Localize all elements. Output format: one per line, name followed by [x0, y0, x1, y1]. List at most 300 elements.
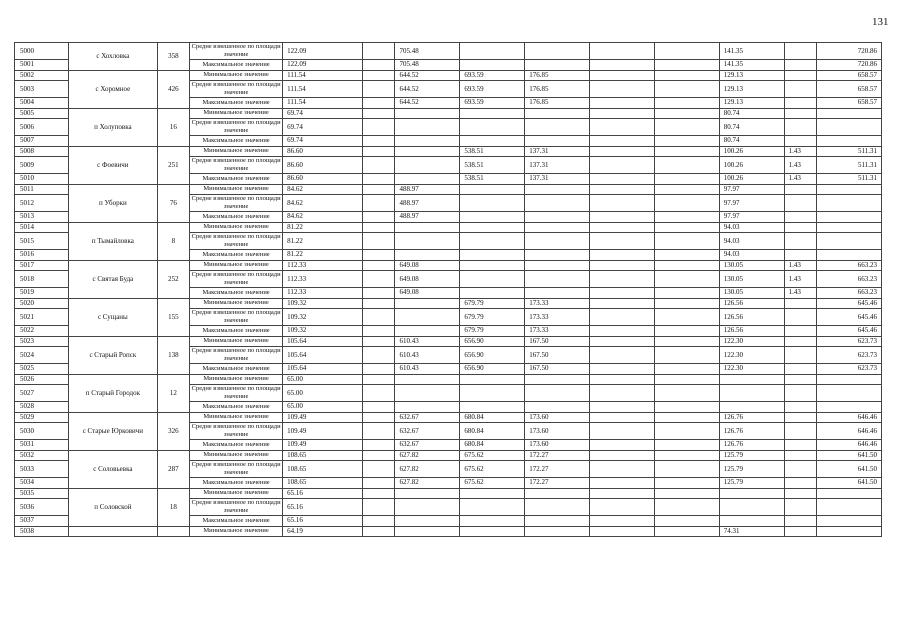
value-cell	[784, 499, 816, 516]
value-cell	[460, 43, 525, 60]
settlement-name: п Соловской	[69, 488, 158, 526]
row-number: 5012	[15, 195, 69, 212]
value-cell	[525, 119, 590, 136]
row-number: 5008	[15, 146, 69, 157]
value-cell	[784, 423, 816, 440]
value-cell	[817, 212, 882, 223]
settlement-name: с Святая Буда	[69, 260, 158, 298]
value-cell: 658.57	[817, 70, 882, 81]
value-cell	[817, 222, 882, 233]
value-cell: 100.26	[719, 157, 784, 174]
value-cell	[784, 478, 816, 489]
value-cell: 122.09	[283, 60, 363, 71]
value-cell	[590, 233, 655, 250]
settlement-name: с Фоевичи	[69, 146, 158, 184]
table-row	[15, 298, 882, 309]
row-number: 5033	[15, 461, 69, 478]
settlement-count: 287	[157, 450, 189, 488]
value-cell	[525, 60, 590, 71]
value-cell	[363, 288, 395, 299]
value-cell	[784, 526, 816, 537]
value-cell	[590, 222, 655, 233]
value-cell	[654, 174, 719, 185]
value-cell	[654, 157, 719, 174]
value-cell	[654, 184, 719, 195]
value-cell	[395, 374, 460, 385]
value-cell: 610.43	[395, 336, 460, 347]
value-cell	[590, 526, 655, 537]
value-cell	[363, 374, 395, 385]
value-type: Минимальное значение	[190, 412, 283, 423]
value-cell: 69.74	[283, 119, 363, 136]
settlement-count: 251	[157, 146, 189, 184]
settlement-name: с Старые Юрковичи	[69, 412, 158, 450]
settlement-name: п Холуповка	[69, 108, 158, 146]
value-cell: 511.31	[817, 157, 882, 174]
value-cell	[590, 271, 655, 288]
value-cell	[817, 385, 882, 402]
value-type: Минимальное значение	[190, 70, 283, 81]
value-cell: 108.65	[283, 478, 363, 489]
value-cell	[395, 174, 460, 185]
value-cell: 627.82	[395, 450, 460, 461]
value-cell: 84.62	[283, 195, 363, 212]
value-cell	[817, 499, 882, 516]
value-cell	[784, 364, 816, 375]
value-cell: 97.97	[719, 195, 784, 212]
value-cell	[363, 81, 395, 98]
value-cell	[654, 81, 719, 98]
value-cell	[654, 288, 719, 299]
value-cell	[363, 260, 395, 271]
value-cell: 488.97	[395, 184, 460, 195]
value-cell: 1.43	[784, 271, 816, 288]
value-cell	[817, 488, 882, 499]
value-cell: 693.59	[460, 98, 525, 109]
value-cell	[460, 260, 525, 271]
value-cell: 641.50	[817, 461, 882, 478]
value-cell: 65.16	[283, 499, 363, 516]
value-cell	[395, 309, 460, 326]
row-number: 5011	[15, 184, 69, 195]
value-cell: 167.50	[525, 364, 590, 375]
value-cell: 125.79	[719, 461, 784, 478]
value-cell: 645.46	[817, 309, 882, 326]
table-row	[15, 43, 882, 60]
value-cell: 649.08	[395, 288, 460, 299]
row-number: 5016	[15, 250, 69, 261]
value-cell: 720.86	[817, 43, 882, 60]
value-cell	[395, 146, 460, 157]
value-cell: 644.52	[395, 81, 460, 98]
value-type: Минимальное значение	[190, 336, 283, 347]
value-cell	[525, 402, 590, 413]
value-cell	[817, 184, 882, 195]
value-cell: 656.90	[460, 364, 525, 375]
value-cell: 173.60	[525, 412, 590, 423]
value-cell: 511.31	[817, 174, 882, 185]
value-cell: 86.60	[283, 174, 363, 185]
value-cell: 112.33	[283, 288, 363, 299]
row-number: 5024	[15, 347, 69, 364]
row-number: 5019	[15, 288, 69, 299]
value-type: Средне взвешенное по площади значение	[190, 271, 283, 288]
value-cell	[460, 195, 525, 212]
value-cell: 680.84	[460, 423, 525, 440]
value-cell: 173.33	[525, 326, 590, 337]
value-cell	[460, 250, 525, 261]
value-cell: 538.51	[460, 174, 525, 185]
row-number: 5032	[15, 450, 69, 461]
value-cell	[784, 326, 816, 337]
value-cell	[590, 250, 655, 261]
value-cell: 130.05	[719, 271, 784, 288]
value-cell: 105.64	[283, 364, 363, 375]
value-type: Средне взвешенное по площади значение	[190, 157, 283, 174]
value-type: Минимальное значение	[190, 260, 283, 271]
value-cell	[654, 423, 719, 440]
value-cell: 649.08	[395, 271, 460, 288]
value-cell	[590, 440, 655, 451]
value-cell	[363, 136, 395, 147]
value-cell	[590, 478, 655, 489]
value-cell: 137.31	[525, 174, 590, 185]
value-cell	[460, 184, 525, 195]
value-cell: 74.31	[719, 526, 784, 537]
value-cell: 65.00	[283, 374, 363, 385]
value-cell	[363, 98, 395, 109]
value-cell	[525, 374, 590, 385]
settlement-count: 76	[157, 184, 189, 222]
value-cell	[363, 146, 395, 157]
value-cell	[460, 271, 525, 288]
value-cell	[590, 119, 655, 136]
value-cell	[654, 488, 719, 499]
table-row	[15, 70, 882, 81]
value-type: Максимальное значение	[190, 250, 283, 261]
value-cell: 167.50	[525, 336, 590, 347]
value-cell	[784, 184, 816, 195]
settlement-count	[157, 526, 189, 537]
row-number: 5030	[15, 423, 69, 440]
value-cell	[719, 516, 784, 527]
value-cell: 81.22	[283, 233, 363, 250]
value-cell: 656.90	[460, 347, 525, 364]
value-cell: 658.57	[817, 81, 882, 98]
value-cell	[363, 326, 395, 337]
value-cell	[784, 347, 816, 364]
value-cell	[590, 499, 655, 516]
value-cell: 126.56	[719, 309, 784, 326]
value-cell: 64.19	[283, 526, 363, 537]
value-cell	[654, 108, 719, 119]
value-cell	[590, 412, 655, 423]
value-cell: 122.30	[719, 364, 784, 375]
value-cell	[525, 108, 590, 119]
value-cell	[654, 478, 719, 489]
value-type: Максимальное значение	[190, 60, 283, 71]
row-number: 5027	[15, 385, 69, 402]
value-cell	[395, 250, 460, 261]
value-cell: 130.05	[719, 260, 784, 271]
value-cell	[525, 195, 590, 212]
value-cell	[363, 212, 395, 223]
row-number: 5036	[15, 499, 69, 516]
value-type: Максимальное значение	[190, 402, 283, 413]
value-cell: 94.03	[719, 250, 784, 261]
value-cell	[784, 212, 816, 223]
value-cell	[590, 402, 655, 413]
value-cell	[590, 81, 655, 98]
value-cell	[590, 70, 655, 81]
value-cell: 129.13	[719, 98, 784, 109]
row-number: 5014	[15, 222, 69, 233]
value-cell	[460, 288, 525, 299]
value-cell: 173.60	[525, 423, 590, 440]
value-cell	[363, 60, 395, 71]
value-cell	[363, 461, 395, 478]
value-cell	[654, 233, 719, 250]
value-cell	[817, 136, 882, 147]
table-row	[15, 336, 882, 347]
value-cell: 641.50	[817, 450, 882, 461]
value-cell	[654, 516, 719, 527]
value-cell	[784, 336, 816, 347]
row-number: 5037	[15, 516, 69, 527]
settlement-name: с Хоромное	[69, 70, 158, 108]
value-cell	[654, 347, 719, 364]
value-cell: 125.79	[719, 478, 784, 489]
value-cell	[395, 233, 460, 250]
value-cell: 627.82	[395, 478, 460, 489]
value-cell	[460, 516, 525, 527]
value-cell	[590, 385, 655, 402]
value-cell: 86.60	[283, 146, 363, 157]
value-cell: 126.76	[719, 440, 784, 451]
value-cell	[590, 347, 655, 364]
value-cell: 663.23	[817, 271, 882, 288]
value-cell	[654, 250, 719, 261]
value-cell: 125.79	[719, 450, 784, 461]
value-type: Максимальное значение	[190, 288, 283, 299]
value-cell	[719, 499, 784, 516]
value-cell	[654, 119, 719, 136]
value-cell	[525, 288, 590, 299]
value-cell: 109.49	[283, 440, 363, 451]
value-cell	[363, 412, 395, 423]
value-cell: 488.97	[395, 195, 460, 212]
value-cell	[817, 233, 882, 250]
value-cell: 108.65	[283, 450, 363, 461]
value-cell	[784, 81, 816, 98]
value-cell: 1.43	[784, 146, 816, 157]
value-cell	[525, 526, 590, 537]
value-cell	[525, 184, 590, 195]
settlement-name: с Хохловка	[69, 43, 158, 71]
value-type: Максимальное значение	[190, 326, 283, 337]
value-cell	[460, 488, 525, 499]
value-cell	[525, 222, 590, 233]
value-cell	[654, 222, 719, 233]
value-cell: 645.46	[817, 326, 882, 337]
value-cell	[654, 309, 719, 326]
value-cell: 623.73	[817, 364, 882, 375]
value-type: Минимальное значение	[190, 108, 283, 119]
value-cell	[363, 298, 395, 309]
value-cell	[363, 347, 395, 364]
value-cell	[395, 488, 460, 499]
value-cell: 80.74	[719, 119, 784, 136]
value-cell	[784, 298, 816, 309]
value-cell: 693.59	[460, 81, 525, 98]
settlement-count: 16	[157, 108, 189, 146]
value-cell	[460, 136, 525, 147]
value-cell: 675.62	[460, 461, 525, 478]
value-type: Средне взвешенное по площади значение	[190, 195, 283, 212]
row-number: 5013	[15, 212, 69, 223]
value-cell	[784, 98, 816, 109]
value-type: Максимальное значение	[190, 364, 283, 375]
value-cell	[654, 326, 719, 337]
value-cell	[363, 250, 395, 261]
value-cell: 658.57	[817, 98, 882, 109]
value-cell	[784, 119, 816, 136]
value-cell: 644.52	[395, 98, 460, 109]
value-cell	[590, 260, 655, 271]
value-cell	[460, 222, 525, 233]
value-cell	[363, 440, 395, 451]
row-number: 5003	[15, 81, 69, 98]
value-cell	[525, 250, 590, 261]
table-row	[15, 488, 882, 499]
value-cell	[784, 385, 816, 402]
value-cell	[784, 309, 816, 326]
value-type: Минимальное значение	[190, 374, 283, 385]
value-cell: 632.67	[395, 440, 460, 451]
value-cell	[363, 402, 395, 413]
value-cell: 65.16	[283, 516, 363, 527]
settlement-name: п Тымайловка	[69, 222, 158, 260]
value-cell: 130.05	[719, 288, 784, 299]
value-cell	[363, 184, 395, 195]
value-cell	[363, 385, 395, 402]
settlement-count: 18	[157, 488, 189, 526]
value-type: Минимальное значение	[190, 146, 283, 157]
value-cell	[654, 195, 719, 212]
row-number: 5028	[15, 402, 69, 413]
value-cell	[590, 423, 655, 440]
value-cell	[654, 70, 719, 81]
value-cell	[590, 450, 655, 461]
value-cell: 610.43	[395, 364, 460, 375]
value-cell	[719, 374, 784, 385]
value-cell	[784, 516, 816, 527]
value-cell	[817, 402, 882, 413]
table-row	[15, 184, 882, 195]
value-cell	[784, 374, 816, 385]
value-cell	[654, 526, 719, 537]
value-type: Минимальное значение	[190, 298, 283, 309]
value-cell	[525, 271, 590, 288]
value-cell: 646.46	[817, 412, 882, 423]
value-cell	[460, 526, 525, 537]
value-type: Средне взвешенное по площади значение	[190, 43, 283, 60]
value-cell	[590, 108, 655, 119]
value-cell: 632.67	[395, 423, 460, 440]
value-cell: 129.13	[719, 81, 784, 98]
value-cell	[395, 136, 460, 147]
settlement-count: 426	[157, 70, 189, 108]
value-cell: 122.30	[719, 336, 784, 347]
value-cell	[654, 260, 719, 271]
value-type: Максимальное значение	[190, 440, 283, 451]
value-type: Максимальное значение	[190, 136, 283, 147]
value-type: Минимальное значение	[190, 488, 283, 499]
value-cell	[784, 195, 816, 212]
value-cell: 610.43	[395, 347, 460, 364]
value-cell	[590, 298, 655, 309]
value-cell: 65.00	[283, 385, 363, 402]
value-cell: 641.50	[817, 478, 882, 489]
value-cell: 65.00	[283, 402, 363, 413]
value-cell	[525, 516, 590, 527]
value-type: Максимальное значение	[190, 478, 283, 489]
settlement-count: 138	[157, 336, 189, 374]
value-cell	[525, 43, 590, 60]
value-cell	[654, 364, 719, 375]
value-cell: 111.54	[283, 98, 363, 109]
value-cell	[363, 222, 395, 233]
value-cell	[654, 450, 719, 461]
value-cell	[590, 43, 655, 60]
value-cell	[460, 233, 525, 250]
table-row	[15, 146, 882, 157]
value-cell: 81.22	[283, 250, 363, 261]
value-cell: 122.09	[283, 43, 363, 60]
table-row	[15, 526, 882, 537]
row-number: 5017	[15, 260, 69, 271]
value-cell: 1.43	[784, 288, 816, 299]
value-type: Средне взвешенное по площади значение	[190, 119, 283, 136]
value-cell	[395, 119, 460, 136]
value-cell	[590, 60, 655, 71]
value-cell	[654, 271, 719, 288]
value-cell: 176.85	[525, 81, 590, 98]
value-cell: 94.03	[719, 222, 784, 233]
value-cell	[460, 212, 525, 223]
value-cell: 109.32	[283, 309, 363, 326]
value-cell: 623.73	[817, 347, 882, 364]
value-cell	[395, 108, 460, 119]
value-cell	[525, 488, 590, 499]
value-cell	[784, 43, 816, 60]
value-cell: 656.90	[460, 336, 525, 347]
value-cell	[525, 499, 590, 516]
row-number: 5002	[15, 70, 69, 81]
value-cell	[817, 195, 882, 212]
value-cell	[817, 108, 882, 119]
value-cell	[590, 374, 655, 385]
value-cell: 680.84	[460, 412, 525, 423]
value-cell	[654, 374, 719, 385]
value-cell: 86.60	[283, 157, 363, 174]
row-number: 5006	[15, 119, 69, 136]
row-number: 5005	[15, 108, 69, 119]
value-cell: 176.85	[525, 98, 590, 109]
value-cell	[817, 526, 882, 537]
value-cell	[363, 364, 395, 375]
settlement-name: п Уборки	[69, 184, 158, 222]
